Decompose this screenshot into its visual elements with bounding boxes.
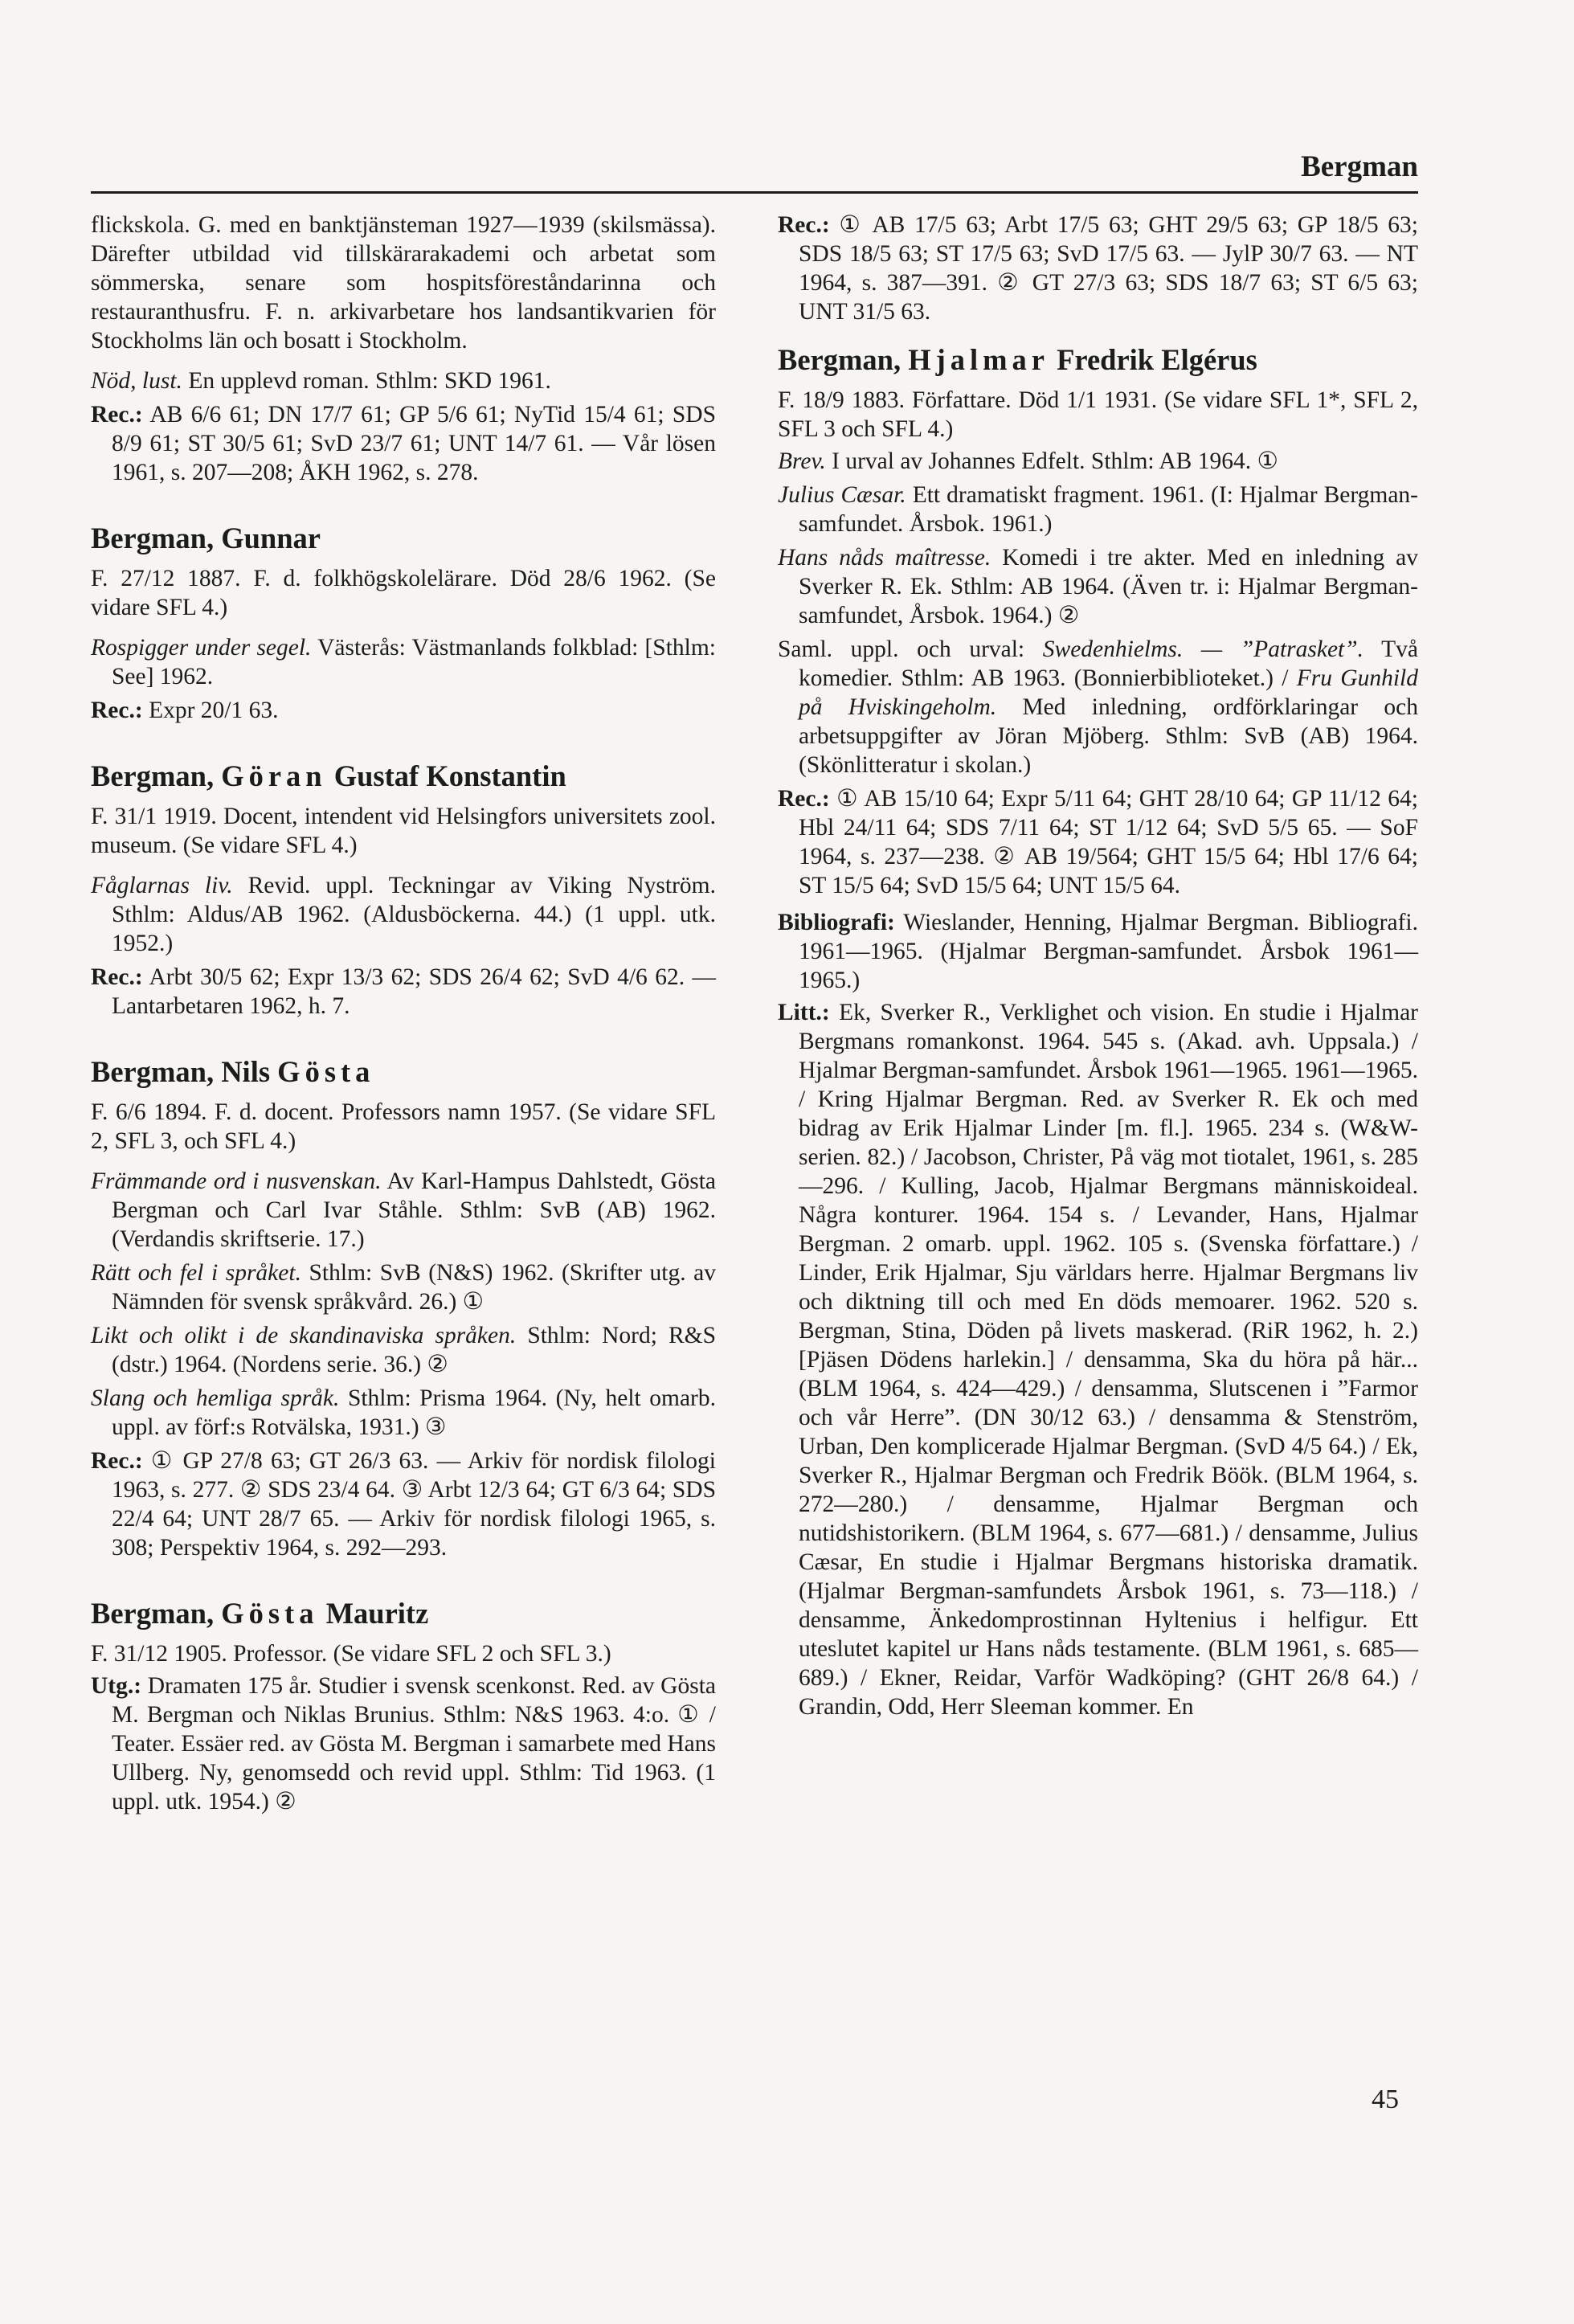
rec-label: Rec.: xyxy=(91,964,143,990)
rec-label: Rec.: xyxy=(91,1448,143,1474)
rec-label: Rec.: xyxy=(778,212,830,238)
entry-bio: F. 27/12 1887. F. d. folkhögskolelärare. Död 28/6 1962. (Se vidare SFL 4.) xyxy=(91,566,716,620)
entry-name: Bergman, xyxy=(91,759,222,792)
work-details: Sthlm: SvB (N&S) 1962. (Skrifter utg. av Nämnden för svensk språkvård. 26.) ① xyxy=(112,1260,717,1315)
rec-text: ① AB 15/10 64; Expr 5/11 64; GHT 28/10 64; GP 11/12 64; Hbl 24/11 64; SDS 7/11 64; ST 1/12 64; SvD 5/5 65. — SoF 1964, s. 237—238. ② AB 19/564; GHT 15/5 64; Hbl 17/6 64; ST 15/5 64; SvD 15/5 64; UNT 15/5 64. xyxy=(799,786,1418,898)
work-details: Komedi i tre akter. Med en inledning av Sverker R. Ek. Sthlm: AB 1964. (Även tr. i: Hjalmar Bergman-samfundet, Årsbok. 1964.) ② xyxy=(799,545,1418,628)
rec-label: Rec.: xyxy=(91,402,143,428)
intro-work xyxy=(91,366,716,395)
utg-label: Utg.: xyxy=(91,1673,142,1699)
work-title: Rätt och fel i språket. xyxy=(91,1260,301,1286)
work-details: Av Karl-Hampus Dahlstedt, Gösta Bergman och Carl Ivar Ståhle. Sthlm: SvB (AB) 1962. (Verdandis skriftserie. 17.) xyxy=(112,1168,716,1252)
work-title: Brev. xyxy=(778,448,826,474)
entry-work xyxy=(91,1321,716,1379)
entry-bibliography xyxy=(778,908,1418,995)
work-title: Fåglarnas liv. xyxy=(91,873,233,898)
work-title: Likt och olikt i de skandinaviska språken. xyxy=(91,1323,517,1348)
entry-name: Bergman, Gunnar xyxy=(91,522,321,554)
entry-name: Bergman, Nils xyxy=(91,1055,278,1088)
entry-editions xyxy=(91,1671,716,1816)
entry-name-spaced: Gösta xyxy=(277,1055,375,1088)
entry-name-spaced: Hjalmar xyxy=(908,343,1049,376)
work-title: Slang och hemliga språk. xyxy=(91,1385,340,1411)
entry-collected xyxy=(778,635,1418,779)
entry-literature xyxy=(778,998,1418,1721)
utg-text: Dramaten 175 år. Studier i svensk scenkonst. Red. av Gösta M. Bergman och Niklas Brunius. Sthlm: N&S 1963. 4:o. ① / Teater. Essäer red. av Gösta M. Bergman i samarbete med Hans Ullberg. Ny, genomsedd och revid uppl. Sthlm: Tid 1963. (1 uppl. utk. 1954.) ② xyxy=(112,1673,716,1815)
entry-heading-gunnar xyxy=(91,524,716,553)
page-number: 45 xyxy=(1372,2085,1399,2114)
entry-work xyxy=(778,481,1418,538)
rec-text: ① AB 17/5 63; Arbt 17/5 63; GHT 29/5 63; GP 18/5 63; SDS 18/5 63; ST 17/5 63; SvD 17/5 63. — JylP 30/7 63. — NT 1964, s. 387—391. ② GT 27/3 63; SDS 18/7 63; ST 6/5 63; UNT 31/5 63. xyxy=(799,212,1418,325)
entry-bio: F. 18/9 1883. Författare. Död 1/1 1931. (Se vidare SFL 1*, SFL 2, SFL 3 och SFL 4.) xyxy=(778,387,1418,442)
entry-work xyxy=(778,543,1418,630)
work-details: Sthlm: Nord; R&S (dstr.) 1964. (Nordens serie. 36.) ② xyxy=(112,1323,716,1377)
work-details: Västerås: Västmanlands folkblad: [Sthlm: See] 1962. xyxy=(112,635,716,689)
entry-work xyxy=(91,871,716,958)
entry-heading-nils-gosta xyxy=(91,1055,716,1088)
work-title: Julius Cæsar. xyxy=(778,482,906,508)
work-details: Revid. uppl. Teckningar av Viking Nyström. Sthlm: Aldus/AB 1962. (Aldusböckerna. 44.) (1 uppl. utk. 1952.) xyxy=(112,873,716,956)
entry-bio: F. 31/12 1905. Professor. (Se vidare SFL 2 och SFL 3.) xyxy=(91,1641,611,1667)
saml-text: Två komedier. Sthlm: AB 1963. (Bonnierbiblioteket.) / xyxy=(799,636,1418,691)
left-column xyxy=(91,211,716,1824)
entry-name-rest: Mauritz xyxy=(318,1597,429,1630)
bib-label: Bibliografi: xyxy=(778,910,895,935)
header-rule xyxy=(91,191,1418,194)
litt-label: Litt.: xyxy=(778,1000,830,1025)
entry-name: Bergman, xyxy=(91,1597,222,1630)
entry-reviews xyxy=(91,1446,716,1562)
work-details: Ett dramatiskt fragment. 1961. (I: Hjalmar Bergman-samfundet. Årsbok. 1961.) xyxy=(799,482,1418,537)
entry-work xyxy=(91,1258,716,1316)
entry-bio: F. 6/6 1894. F. d. docent. Professors namn 1957. (Se vidare SFL 2, SFL 3, och SFL 4.) xyxy=(91,1099,716,1154)
entry-name-rest: Gustaf Konstantin xyxy=(326,759,566,792)
entry-work xyxy=(91,1167,716,1254)
entry-name-spaced: Gösta xyxy=(221,1597,319,1630)
rec-text: Expr 20/1 63. xyxy=(142,698,279,723)
bib-text: Wieslander, Henning, Hjalmar Bergman. Bibliografi. 1961—1965. (Hjalmar Bergman-samfundet. Årsbok 1961—1965.) xyxy=(799,910,1418,993)
entry-name: Bergman, xyxy=(778,343,909,376)
work-title: Rospigger under segel. xyxy=(91,635,312,661)
entry-bio: F. 31/1 1919. Docent, intendent vid Helsingfors universitets zool. museum. (Se vidare SFL 4.) xyxy=(91,804,716,858)
top-reviews xyxy=(778,211,1418,326)
right-column xyxy=(778,211,1418,1729)
intro-text: flickskola. G. med en banktjänsteman 1927—1939 (skilsmässa). Därefter utbildad vid tillskärarakademi och arbetat som sömmerska, senare som hospitsföreståndarinna och restauranthusfru. F. n. arkivarbetare hos landsantikvarien för Stockholms län och bosatt i Stockholm. xyxy=(91,212,716,354)
entry-name-rest: Fredrik Elgérus xyxy=(1049,343,1257,376)
rec-text: Arbt 30/5 62; Expr 13/3 62; SDS 26/4 62; SvD 4/6 62. — Lantarbetaren 1962, h. 7. xyxy=(112,964,716,1019)
work-details: En upplevd roman. Sthlm: SKD 1961. xyxy=(182,368,551,394)
entry-reviews xyxy=(91,963,716,1021)
rec-label: Rec.: xyxy=(91,698,143,723)
work-details: I urval av Johannes Edfelt. Sthlm: AB 1964. ① xyxy=(825,448,1278,474)
entry-work xyxy=(778,447,1418,476)
litt-text: Ek, Sverker R., Verklighet och vision. En studie i Hjalmar Bergmans romankonst. 1964. 545 s. (Akad. avh. Uppsala.) / Hjalmar Bergman-samfundet. Årsbok 1961—1965. 1961—1965. / Kring Hjalmar Bergman. Red. av Sverker R. Ek och med bidrag av Erik Hjalmar Linder [m. fl.]. 1965. 234 s. (W&W-serien. 82.) / Jacobson, Christer, På väg mot tiotalet, 1961, s. 285—296. / Kulling, Jacob, Hjalmar Bergmans människoideal. Några konturer. 1964. 154 s. / Levander, Hans, Hjalmar Bergman. 2 omarb. uppl. 1962. 105 s. (Svenska författare.) / Linder, Erik Hjalmar, Sju världars herre. Hjalmar Bergmans liv och diktning till och med En döds memoarer. 1962. 520 s. Bergman, Stina, Döden på livets maskerad. (RiR 1962, h. 2.) [Pjäsen Dödens harlekin.] / densamma, Ska du höra på här... (BLM 1964, s. 424—429.) / densamma, Slutscenen i ”Farmor och vår Herre”. (DN 30/12 63.) / densamma & Stenström, Urban, Den komplicerade Hjalmar Bergman. (SvD 4/5 64.) / Ek, Sverker R., Hjalmar Bergman och Fredrik Böök. (BLM 1964, s. 272—280.) / densamme, Hjalmar Bergman och nutidshistorikern. (BLM 1964, s. 677—681.) / densamme, Julius Cæsar, En studie i Hjalmar Bergmans historiska dramatik. (Hjalmar Bergman-samfundets Årsbok 1961, s. 73—118.) / densamme, Änkedomprostinnan Hyltenius i helfigur. Ett uteslutet kapitel ur Hans nåds testamente. (BLM 1961, s. 685—689.) / Ekner, Reidar, Varför Wadköping? (GHT 26/8 64.) / Grandin, Odd, Herr Sleeman kommer. En xyxy=(799,1000,1418,1720)
entry-reviews xyxy=(778,784,1418,900)
running-head: Bergman xyxy=(1301,150,1418,183)
saml-text: Med inledning, ordförklaringar och arbetsuppgifter av Jöran Mjöberg. Sthlm: SvB (AB) 1964. (Skönlitteratur i skolan.) xyxy=(799,694,1418,778)
rec-text: AB 6/6 61; DN 17/7 61; GP 5/6 61; NyTid 15/4 61; SDS 8/9 61; ST 30/5 61; SvD 23/7 61; UNT 14/7 61. — Vår lösen 1961, s. 207—208; ÅKH 1962, s. 278. xyxy=(112,402,716,485)
intro-reviews xyxy=(91,400,716,487)
work-title: Hans nåds maîtresse. xyxy=(778,545,991,571)
entry-work xyxy=(91,1384,716,1442)
rec-text: ① GP 27/8 63; GT 26/3 63. — Arkiv för nordisk filologi 1963, s. 277. ② SDS 23/4 64. ③ Arbt 12/3 64; GT 6/3 64; SDS 22/4 64; UNT 28/7 65. — Arkiv för nordisk filologi 1965, s. 308; Perspektiv 1964, s. 292—293. xyxy=(112,1448,716,1561)
work-title: Swedenhielms. — ”Patrasket”. xyxy=(1042,636,1364,662)
work-title: Nöd, lust. xyxy=(91,368,182,394)
work-title: Fru Gunhild på Hviskingeholm. xyxy=(799,665,1418,720)
entry-work xyxy=(91,633,716,691)
rec-label: Rec.: xyxy=(778,786,830,812)
entry-heading-hjalmar xyxy=(778,343,1418,376)
entry-heading-goran xyxy=(91,759,716,792)
entry-name-spaced: Göran xyxy=(221,759,327,792)
entry-heading-gosta-mauritz xyxy=(91,1599,716,1628)
work-title: Främmande ord i nusvenskan. xyxy=(91,1168,382,1194)
entry-reviews xyxy=(91,696,716,725)
saml-text: Saml. uppl. och urval: xyxy=(778,636,1043,662)
work-details: Sthlm: Prisma 1964. (Ny, helt omarb. uppl. av förf:s Rotvälska, 1931.) ③ xyxy=(112,1385,716,1440)
